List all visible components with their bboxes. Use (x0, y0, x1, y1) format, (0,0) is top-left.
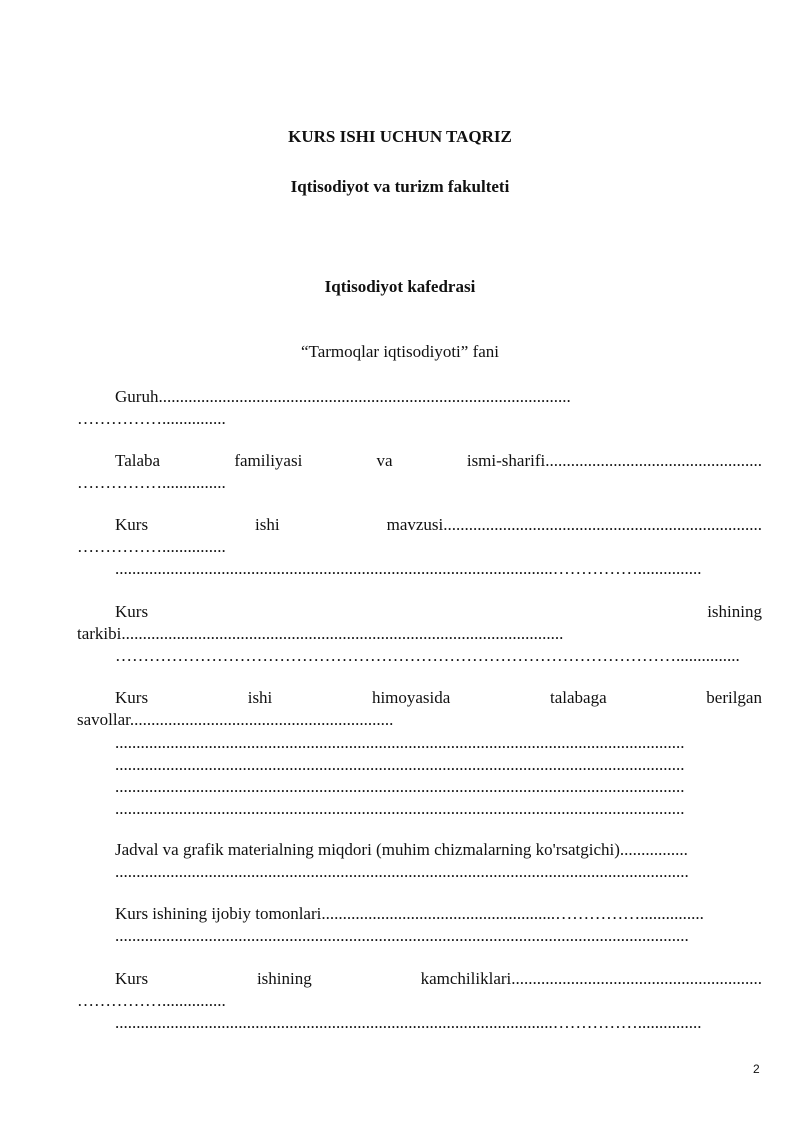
student-name-field-line: Talaba familiyasi va ismi-sharifi................................................... (115, 451, 762, 470)
topic-field-extra-line: .......................................................................................................……………............... (115, 559, 702, 578)
subject-name: “Tarmoqlar iqtisodiyoti” fani (300, 342, 500, 361)
document-title: KURS ISHI UCHUN TAQRIZ (288, 127, 512, 146)
faculty-name: Iqtisodiyot va turizm fakulteti (290, 177, 510, 196)
questions-answer-line: ...................................................................................................................................... (115, 733, 685, 752)
tables-graphics-field-extra-line: ....................................................................................................................................... (115, 862, 689, 881)
questions-answer-line: ...................................................................................................................................... (115, 755, 685, 774)
structure-field-line: Kurs ishining (115, 602, 762, 621)
student-name-field-continuation: ……………............... (77, 473, 226, 492)
shortcomings-field-extra-line: .......................................................................................................……………............... (115, 1013, 702, 1032)
questions-field-continuation: savollar.............................................................. (77, 710, 394, 729)
page-number: 2 (753, 1062, 760, 1076)
structure-field-continuation: tarkibi........................................................................................................ (77, 624, 564, 643)
structure-field-extra-line: ………………………………………………………………………………………............... (115, 646, 740, 665)
shortcomings-field-continuation: ……………............... (77, 991, 226, 1010)
department-name: Iqtisodiyot kafedrasi (324, 277, 476, 296)
shortcomings-field-line: Kurs ishining kamchiliklari........................................................... (115, 969, 762, 988)
positive-aspects-field-extra-line: ....................................................................................................................................... (115, 926, 689, 945)
tables-graphics-field-line: Jadval va grafik materialning miqdori (muhim chizmalarning ko'rsatgichi)................ (115, 840, 688, 859)
positive-aspects-field-line: Kurs ishining ijobiy tomonlari.......................................................……………............... (115, 904, 704, 923)
questions-field-line: Kurs ishi himoyasida talabaga berilgan (115, 688, 762, 707)
topic-field-continuation: ……………............... (77, 537, 226, 556)
group-field-continuation: ……………............... (77, 409, 226, 428)
questions-answer-line: ...................................................................................................................................... (115, 799, 685, 818)
group-field-line: Guruh................................................................................................. (115, 387, 571, 406)
questions-answer-line: ...................................................................................................................................... (115, 777, 685, 796)
topic-field-line: Kurs ishi mavzusi........................................................................... (115, 515, 762, 534)
